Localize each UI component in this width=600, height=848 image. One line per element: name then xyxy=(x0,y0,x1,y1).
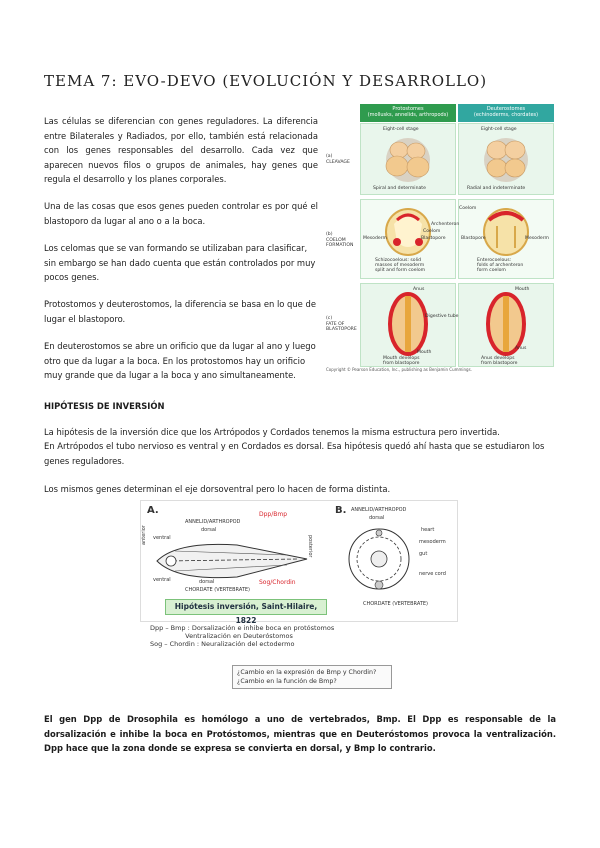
label-coelom: Coelom xyxy=(459,206,477,211)
paragraph-deuterostomos: En deuterostomos se abre un orificio que da lugar al ano y luego otro que da lugar a la boca. En los protostomos hay un orificio muy grande que da lugar a la boca y ano simultaneamente. xyxy=(44,341,316,380)
label-schizocoelous: Schizocoelous: solid masses of mesoderm split and form coelom xyxy=(375,258,426,273)
schizocoel-illustration xyxy=(361,206,455,258)
figure-copyright: Copyright © Pearson Education, Inc., publishing as Benjamin Cummings. xyxy=(326,367,472,372)
deuterostome-gut-illustration xyxy=(459,288,553,358)
paragraph-intro: Las células se diferencian con genes reguladores. La diferencia entre Bilaterales y Radiados, por ello, también está relacionada con los genes responsables del desarrollo. Cada vez que aparecen nuevos filos o grupos de animales, hay genes que regula el desarrollo y los planes corporales. xyxy=(44,116,318,184)
paragraph-hipotesis: La hipótesis de la inversión dice que los Artrópodos y Cordados tenemos la misma estructura pero invertida. xyxy=(44,427,500,437)
page-title: TEMA 7: EVO-DEVO (EVOLUCIÓN Y DESARROLLO) xyxy=(44,72,488,90)
label-sog-chordin: Sog/Chordin xyxy=(259,579,296,586)
row-label-coelom: (b) COELOM FORMATION xyxy=(326,232,354,248)
label-eight-cell: Eight-cell stage xyxy=(481,127,517,132)
label-chordate-a: CHORDATE (VERTEBRATE) xyxy=(185,587,251,593)
label-annelid-b: ANNELID/ARTHROPOD xyxy=(351,507,407,513)
paragraph-celomas: Los celomas que se van formando se utilizaban para clasificar, sin embargo se han dado cuenta que están controlados por muy pocos genes. xyxy=(44,243,316,282)
label-ventral-bottom-a: ventral xyxy=(153,577,171,583)
label-dorsal-a: dorsal xyxy=(201,527,217,533)
panel-schizocoelous xyxy=(360,199,456,279)
legend-dpp-line2: Ventralización en Deuteróstomos xyxy=(150,632,293,640)
label-ventral-top-a: ventral xyxy=(153,535,171,541)
label-dpp-bmp: Dpp/Bmp xyxy=(259,511,288,518)
label-mesoderm: Mesoderm xyxy=(525,236,550,241)
section-heading-inversion: HIPÓTESIS DE INVERSIÓN xyxy=(44,401,165,411)
panel-deuterostome-fate xyxy=(425,283,554,367)
panel-spiral-cleavage xyxy=(360,123,456,195)
legend-sog-line: Sog – Chordin : Neuralización del ectodermo xyxy=(150,640,295,648)
cross-section-diagram xyxy=(341,521,421,601)
paragraph-mismos-genes: Los mismos genes determinan el eje dorsoventral pero lo hacen de forma distinta. xyxy=(44,484,391,494)
label-dorsal-bottom-a: dorsal xyxy=(199,579,215,585)
panel-a-label: A. xyxy=(147,505,159,516)
panel-radial-cleavage xyxy=(458,123,554,195)
label-blastopore: Blastopore xyxy=(421,236,446,241)
enterocoel-illustration xyxy=(459,206,553,258)
question-function: ¿Cambio en la función de Bmp? xyxy=(237,678,337,685)
label-mesoderm: Mesoderm xyxy=(363,236,388,241)
label-coelom: Coelom xyxy=(423,229,441,234)
label-heart: heart xyxy=(421,527,435,533)
label-dorsal-b: dorsal xyxy=(369,515,385,521)
label-radial: Radial and indeterminate xyxy=(467,186,526,191)
question-expression: ¿Cambio en la expresión de Bmp y Chordin? xyxy=(237,669,377,676)
hypothesis-caption: Hipótesis inversión, Saint-Hilaire, 1822 xyxy=(165,599,327,615)
panel-enterocoelous xyxy=(431,199,554,279)
paragraph-proto-deutero: Protostomos y deuterostomos, la diferencia se basa en lo que de lugar el blastoporo. xyxy=(44,299,316,324)
label-anus-develops: Anus develops from blastopore xyxy=(481,356,518,366)
figure-protostome-deuterostome xyxy=(326,104,558,374)
figure-inversion-hypothesis xyxy=(140,500,458,625)
embryo-side-view xyxy=(147,537,317,587)
label-anus: Anus xyxy=(413,287,425,292)
label-chordate-b: CHORDATE (VERTEBRATE) xyxy=(363,601,429,607)
label-anterior: anterior xyxy=(141,525,147,545)
row-label-blastopore: (c) FATE OF BLASTOPORE xyxy=(326,316,357,332)
label-mouth-develops: Mouth develops from blastopore xyxy=(383,356,420,366)
label-nerve-cord: nerve cord xyxy=(419,571,446,577)
row-label-cleavage: (a) CLEAVAGE xyxy=(326,154,350,165)
label-archenteron: Archenteron xyxy=(431,222,460,227)
label-spiral: Spiral and determinate xyxy=(373,186,426,191)
label-anus: Anus xyxy=(515,346,527,351)
panel-protostome-fate xyxy=(360,283,456,367)
legend-dpp-line1: Dpp – Bmp : Dorsalización e inhibe boca en protóstomos xyxy=(150,624,335,632)
paragraph-artropodos: En Artrópodos el tubo nervioso es ventral y en Cordados es dorsal. Esa hipótesis quedó ahí hasta que se estudiaron los genes reguladores. xyxy=(44,441,545,466)
paragraph-blastoporo: Una de las cosas que esos genes pueden controlar es por qué el blastoporo da lugar al ano o a la boca. xyxy=(44,201,318,226)
header-deuterostomes: Deuterostomes (echinoderms, chordates) xyxy=(458,104,554,122)
spiral-embryo-illustration xyxy=(361,134,455,186)
label-enterocoelous: Enterocoelous: folds of archenteron form coelom xyxy=(477,258,524,273)
label-mouth: Mouth xyxy=(417,350,432,355)
question-box xyxy=(232,665,392,689)
radial-embryo-illustration xyxy=(459,134,553,186)
label-posterior: posterior xyxy=(307,535,313,558)
label-annelid-a: ANNELID/ARTHROPOD xyxy=(185,519,241,525)
label-digestive-tube: Digestive tube xyxy=(425,314,459,319)
label-mouth: Mouth xyxy=(515,287,530,292)
label-gut: gut xyxy=(419,551,428,557)
label-blastopore: Blastopore xyxy=(461,236,486,241)
label-mesoderm-b: mesoderm xyxy=(419,539,446,545)
label-eight-cell: Eight-cell stage xyxy=(383,127,419,132)
protostome-gut-illustration xyxy=(361,288,455,358)
panel-b-label: B. xyxy=(335,505,347,516)
header-protostomes: Protostomes (mollusks, annelids, arthropods) xyxy=(360,104,456,122)
paragraph-dpp-bmp: El gen Dpp de Drosophila es homólogo a uno de vertebrados, Bmp. El Dpp es responsable de la dorsalización e inhibe la boca en Protóstomos, mientras que en Deuteróstomos provoca la ventralización. Dpp hace que la zona donde se expresa se convierta en dorsal, y Bmp lo contrario. xyxy=(44,714,556,753)
